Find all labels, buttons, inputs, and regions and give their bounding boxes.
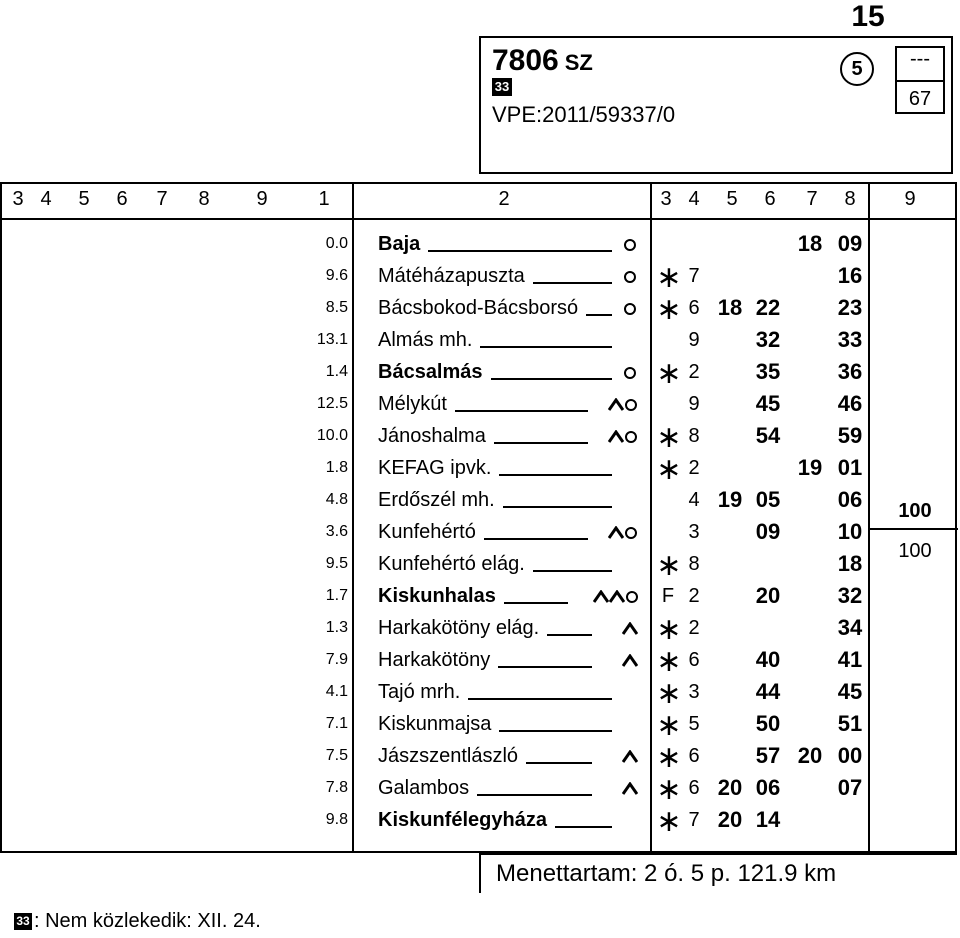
- table-row: [0, 612, 960, 644]
- request-stop-icon: ∗: [656, 709, 682, 742]
- request-stop-icon: ∗: [656, 741, 682, 774]
- time-col-5: 20: [717, 775, 743, 800]
- station-name: Jászszentlászló: [378, 745, 519, 767]
- signal-caret-icon: [620, 740, 640, 772]
- journey-divider-left: [479, 853, 481, 893]
- track-number: 6: [688, 649, 700, 671]
- column-header: 9: [904, 188, 916, 210]
- signal-caret-icon: [606, 516, 640, 548]
- station-name: Harkakötöny: [378, 649, 491, 671]
- track-number: 2: [688, 585, 700, 607]
- signal-caret-icon: [620, 644, 640, 676]
- side-box-divider: [895, 80, 945, 82]
- stop-circle-icon: [620, 292, 640, 324]
- track-number: 7: [688, 265, 700, 287]
- request-stop-icon: ∗: [656, 357, 682, 390]
- time-col-7: 20: [797, 743, 823, 768]
- column-header: 3: [12, 188, 24, 210]
- track-number: 8: [688, 425, 700, 447]
- time-col-8: 16: [837, 263, 863, 288]
- column-header: 5: [78, 188, 90, 210]
- track-number: 3: [688, 681, 700, 703]
- table-row: [0, 356, 960, 388]
- station-name: Harkakötöny elág.: [378, 617, 540, 639]
- track-number: 5: [688, 713, 700, 735]
- time-col-6: 40: [755, 647, 781, 672]
- signal-caret-icon: [620, 612, 640, 644]
- leader-line: [499, 474, 612, 476]
- station-name: Kiskunhalas: [378, 585, 496, 607]
- time-col-6: 09: [755, 519, 781, 544]
- time-col-8: 46: [837, 391, 863, 416]
- leader-line: [468, 698, 612, 700]
- day-restriction-icon: 33: [14, 913, 32, 930]
- journey-divider: [479, 853, 957, 855]
- time-col-8: 33: [837, 327, 863, 352]
- column-header: 1: [318, 188, 330, 210]
- station-name: Baja: [378, 233, 421, 255]
- request-stop-icon: ∗: [656, 805, 682, 838]
- station-name: Almás mh.: [378, 329, 473, 351]
- station-name: Erdőszél mh.: [378, 489, 495, 511]
- station-name: Jánoshalma: [378, 425, 486, 447]
- column-header: 5: [726, 188, 738, 210]
- time-col-8: 18: [837, 551, 863, 576]
- signal-caret-icon: [606, 388, 640, 420]
- track-number: 2: [688, 457, 700, 479]
- request-stop-icon: ∗: [656, 421, 682, 454]
- track-number: 2: [688, 361, 700, 383]
- time-col-8: 00: [837, 743, 863, 768]
- table-row: [0, 452, 960, 484]
- track-number: 6: [688, 297, 700, 319]
- stop-circle-icon: [620, 260, 640, 292]
- time-col-8: 36: [837, 359, 863, 384]
- station-name: Kiskunfélegyháza: [378, 809, 547, 831]
- leader-line: [533, 570, 612, 572]
- km-value: 1.8: [325, 459, 348, 476]
- time-col-6: 57: [755, 743, 781, 768]
- km-value: 7.8: [325, 779, 348, 796]
- table-row: [0, 740, 960, 772]
- time-col-8: 06: [837, 487, 863, 512]
- station-name: Kunfehértó elág.: [378, 553, 525, 575]
- time-col-6: 20: [755, 583, 781, 608]
- track-number: 7: [688, 809, 700, 831]
- leader-line: [494, 442, 588, 444]
- leader-line: [504, 602, 568, 604]
- time-col-8: 41: [837, 647, 863, 672]
- request-stop-icon: ∗: [656, 261, 682, 294]
- footnote: [14, 910, 261, 933]
- time-col-6: 50: [755, 711, 781, 736]
- track-number: 4: [688, 489, 700, 511]
- time-col-6: 06: [755, 775, 781, 800]
- train-kind: SZ: [564, 50, 593, 75]
- km-value: 9.6: [325, 267, 348, 284]
- speed-divider: [870, 528, 958, 530]
- km-value: 10.0: [316, 427, 348, 444]
- time-col-7: 18: [797, 231, 823, 256]
- time-col-6: 44: [755, 679, 781, 704]
- column-header: 6: [116, 188, 128, 210]
- time-col-8: 32: [837, 583, 863, 608]
- km-value: 1.7: [325, 587, 348, 604]
- column-header: 2: [498, 188, 510, 210]
- time-col-6: 14: [755, 807, 781, 832]
- side-box-top: ---: [910, 48, 930, 70]
- time-col-6: 54: [755, 423, 781, 448]
- speed-limit-top: 100: [898, 500, 932, 522]
- time-col-6: 45: [755, 391, 781, 416]
- leader-line: [555, 826, 612, 828]
- station-name: Galambos: [378, 777, 470, 799]
- leader-line: [480, 346, 612, 348]
- station-name: Tajó mrh.: [378, 681, 461, 703]
- track-number: 6: [688, 745, 700, 767]
- leader-line: [484, 538, 588, 540]
- table-row: [0, 772, 960, 804]
- train-number-value: 7806: [492, 44, 559, 77]
- time-col-8: 45: [837, 679, 863, 704]
- column-header: 7: [806, 188, 818, 210]
- column-header: 3: [660, 188, 672, 210]
- leader-line: [428, 250, 612, 252]
- request-stop-icon: ∗: [656, 293, 682, 326]
- table-row: [0, 420, 960, 452]
- leader-line: [526, 762, 592, 764]
- page-number: 15: [851, 0, 885, 33]
- leader-line: [491, 378, 612, 380]
- km-value: 7.5: [325, 747, 348, 764]
- table-row: [0, 324, 960, 356]
- column-header: 6: [764, 188, 776, 210]
- km-value: 7.9: [325, 651, 348, 668]
- table-row: [0, 516, 960, 548]
- time-col-6: 32: [755, 327, 781, 352]
- signal-caret-icon: [606, 420, 640, 452]
- table-row: [0, 228, 960, 260]
- km-value: 4.1: [325, 683, 348, 700]
- journey-summary: Menettartam: 2 ó. 5 p. 121.9 km: [496, 860, 837, 887]
- stop-circle-icon: [620, 356, 640, 388]
- table-row: [0, 644, 960, 676]
- time-col-8: 51: [837, 711, 863, 736]
- vpe-code: VPE:2011/59337/0: [492, 102, 676, 127]
- time-col-8: 07: [837, 775, 863, 800]
- column-header: 8: [198, 188, 210, 210]
- km-value: 9.8: [325, 811, 348, 828]
- day-restriction-icon: 33: [492, 78, 512, 96]
- request-stop-icon: ∗: [656, 613, 682, 646]
- column-header: 9: [256, 188, 268, 210]
- km-value: 3.6: [325, 523, 348, 540]
- request-stop-icon: ∗: [656, 677, 682, 710]
- table-row: [0, 548, 960, 580]
- table-row: [0, 804, 960, 836]
- footnote-text: : Nem közlekedik: XII. 24.: [34, 910, 261, 932]
- column-header: 4: [40, 188, 52, 210]
- table-row: [0, 580, 960, 612]
- km-value: 1.3: [325, 619, 348, 636]
- time-col-8: 09: [837, 231, 863, 256]
- time-col-5: 20: [717, 807, 743, 832]
- table-row: [0, 676, 960, 708]
- leader-line: [503, 506, 612, 508]
- time-col-8: 34: [837, 615, 863, 640]
- km-value: 8.5: [325, 299, 348, 316]
- time-col-5: 19: [717, 487, 743, 512]
- side-box-bottom: 67: [908, 88, 932, 110]
- time-col-8: 23: [837, 295, 863, 320]
- track-number: 3: [688, 521, 700, 543]
- station-name: Bácsbokod-Bácsborsó: [378, 297, 579, 319]
- station-name: Bácsalmás: [378, 361, 483, 383]
- time-col-8: 59: [837, 423, 863, 448]
- track-number: 8: [688, 553, 700, 575]
- table-row: [0, 388, 960, 420]
- request-stop-icon: ∗: [656, 549, 682, 582]
- leader-line: [455, 410, 588, 412]
- column-header: 8: [844, 188, 856, 210]
- km-value: 7.1: [325, 715, 348, 732]
- km-value: 13.1: [316, 331, 348, 348]
- leader-line: [547, 634, 592, 636]
- km-value: 0.0: [325, 235, 348, 252]
- time-col-6: 35: [755, 359, 781, 384]
- stop-circle-icon: [620, 228, 640, 260]
- table-row: [0, 708, 960, 740]
- km-value: 1.4: [325, 363, 348, 380]
- time-col-8: 01: [837, 455, 863, 480]
- header-divider: [0, 218, 957, 220]
- table-row: [0, 484, 960, 516]
- track-number: 6: [688, 777, 700, 799]
- station-name: Kunfehértó: [378, 521, 476, 543]
- request-stop-icon: ∗: [656, 453, 682, 486]
- forwarding-mark: F: [661, 585, 675, 607]
- time-col-8: 10: [837, 519, 863, 544]
- table-row: [0, 260, 960, 292]
- request-stop-icon: ∗: [656, 773, 682, 806]
- track-number: 9: [688, 329, 700, 351]
- table-row: [0, 292, 960, 324]
- time-col-5: 18: [717, 295, 743, 320]
- station-name: KEFAG ipvk.: [378, 457, 492, 479]
- km-value: 12.5: [316, 395, 348, 412]
- km-value: 4.8: [325, 491, 348, 508]
- signal-caret-icon: [620, 772, 640, 804]
- circle-number: 5: [840, 52, 874, 86]
- station-name: Mátéházapuszta: [378, 265, 525, 287]
- speed-limit-bottom: 100: [898, 540, 932, 562]
- leader-line: [477, 794, 592, 796]
- track-number: 2: [688, 617, 700, 639]
- time-col-6: 22: [755, 295, 781, 320]
- train-number: [492, 44, 593, 78]
- station-name: Kiskunmajsa: [378, 713, 492, 735]
- leader-line: [586, 314, 612, 316]
- column-header: 7: [156, 188, 168, 210]
- request-stop-icon: ∗: [656, 645, 682, 678]
- km-value: 9.5: [325, 555, 348, 572]
- leader-line: [499, 730, 612, 732]
- signal-caret-icon: [592, 580, 640, 612]
- time-col-6: 05: [755, 487, 781, 512]
- leader-line: [498, 666, 592, 668]
- time-col-7: 19: [797, 455, 823, 480]
- column-header: 4: [688, 188, 700, 210]
- leader-line: [533, 282, 612, 284]
- track-number: 9: [688, 393, 700, 415]
- station-name: Mélykút: [378, 393, 447, 415]
